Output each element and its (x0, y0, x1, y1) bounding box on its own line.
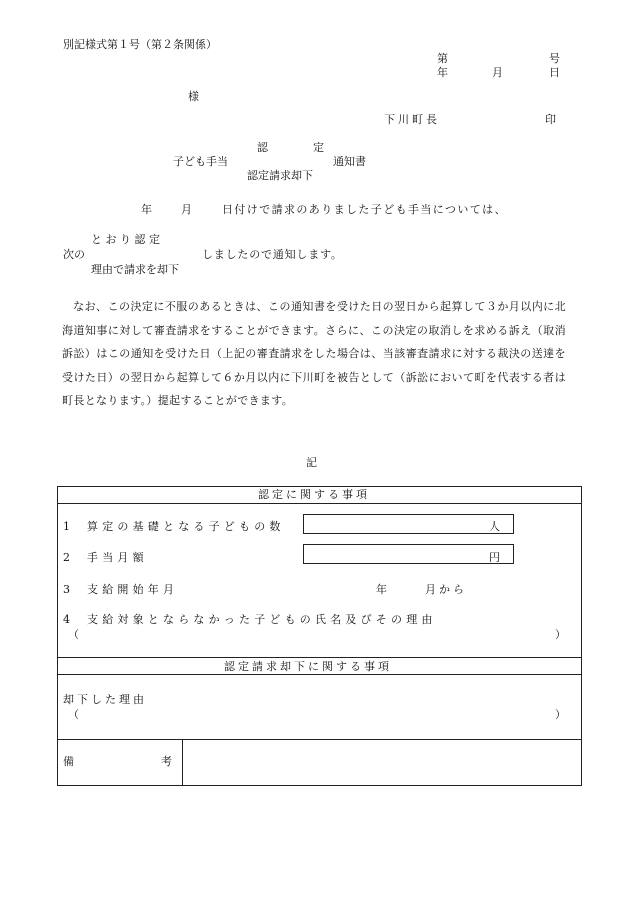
intro-prefix: 次の (63, 248, 85, 261)
title-kyakka: 認定請求却下 (247, 169, 313, 182)
item4-label: 支給対象とならなかった子どもの氏名及びその理由 (87, 613, 437, 626)
doc-no-suffix: 号 (549, 52, 560, 65)
item4-paren-open: （ (68, 628, 79, 641)
item4-no: 4 (63, 613, 70, 626)
intro-month: 月 (181, 203, 192, 216)
remarks-field[interactable] (183, 740, 580, 784)
item2-label: 手当月額 (87, 551, 148, 564)
form-number: 別記様式第１号（第２条関係） (63, 38, 217, 51)
item3-no: 3 (63, 583, 70, 596)
title-right: 通知書 (333, 155, 366, 168)
addressee-suffix: 様 (188, 90, 199, 103)
notice-text: なお、この決定に不服のあるときは、この通知書を受けた日の翌日から起算して３か月以内に北海道知事に対して審査請求をすることができます。さらに、この決定の取消しを求める訴え（取消訴訟）はこの通知を受けた日（上記の審査請求をした場合は、当該審査請求に対する裁決の送達を受けた日）の翌日から起算して６か月以内に下川町を被告として（訴訟において町を代表する者は町長となります。）提起することができます。 (62, 300, 566, 407)
date-month: 月 (492, 66, 503, 79)
item2-unit: 円 (489, 551, 500, 564)
doc-no-prefix: 第 (437, 52, 448, 65)
children-count-field[interactable] (303, 514, 514, 534)
ki-label: 記 (306, 456, 317, 469)
title-left: 子ども手当 (173, 155, 228, 168)
issuer: 下川町長 (384, 113, 440, 126)
item1-label: 算定の基礎となる子どもの数 (87, 520, 285, 533)
remarks-right: 考 (161, 755, 172, 768)
reason-paren-open: （ (68, 708, 79, 721)
intro-text: 日付けで請求のありました子ども手当については、 (222, 203, 507, 216)
intro-suffix: しましたので通知します。 (202, 248, 343, 261)
option-approve: と お り 認 定 (91, 233, 160, 246)
details-table (57, 486, 582, 786)
item4-paren-close: ） (555, 628, 566, 641)
section2-title: 認定請求却下に関する事項 (224, 660, 392, 673)
item3-label: 支給開始年月 (87, 583, 179, 596)
item3-year: 年 (376, 583, 387, 596)
item1-no: 1 (63, 520, 70, 533)
monthly-amount-field[interactable] (303, 544, 514, 564)
notice-paragraph (62, 295, 566, 413)
date-day: 日 (549, 66, 560, 79)
reason-label: 却下した理由 (63, 693, 147, 706)
reason-paren-close: ） (555, 708, 566, 721)
title-nintei-2: 定 (313, 141, 324, 154)
title-nintei-1: 認 (257, 141, 268, 154)
section1-title: 認定に関する事項 (258, 488, 370, 501)
item2-no: 2 (63, 551, 70, 564)
intro-year: 年 (141, 203, 152, 216)
item3-month: 月から (425, 583, 467, 596)
remarks-left: 備 (63, 755, 74, 768)
date-year: 年 (437, 66, 448, 79)
seal: 印 (545, 113, 556, 126)
item1-unit: 人 (489, 520, 500, 533)
option-reject: 理由で請求を却下 (91, 263, 179, 276)
